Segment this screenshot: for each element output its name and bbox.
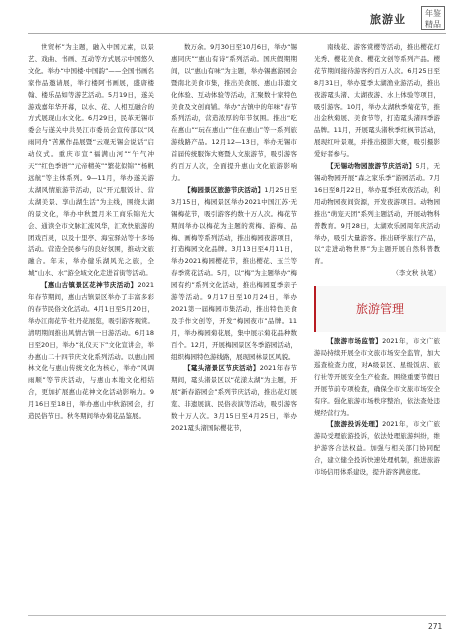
- column-middle: [171, 42, 297, 435]
- entry-body: 2021年，市文广旅游局受理旅游投诉，依法处理旅游纠纷，维护游客合法权益。加强与相关部门协同配合，建立健全投诉快速处理机制，推进旅游市场信用体系建设，提升游客满意度。: [314, 420, 441, 477]
- body-paragraph: 数万余。9月30日至10月6日，举办“锡惠同庆”“惠山有诗”系列活动。国庆假期期间，以“惠山有味”为主题，举办锡惠游园会暨南北美食市集，推出美食展、惠山非遗文化体验、互动体验等活动，汇聚数十家特色美食及文创商铺。举办“古镇中的年味”春节系列活动，营造浓厚的年节氛围。推出“吃在惠山”“玩在惠山”“住在惠山”等一系列旅游线路产品。12月12—13日，举办无锡市首届传统服饰大赛暨人文旅游节，吸引游客约百万人次，全面提升惠山文化旅游影响力。: [171, 43, 297, 182]
- entry-title: 【鼋头渚景区节庆活动】: [184, 364, 260, 373]
- article-entry: [314, 161, 440, 268]
- column-left: [28, 42, 154, 423]
- page-number: 271: [428, 622, 443, 631]
- entry-body: 1月25日至3月15日，梅园景区举办2021中国江苏·无锡梅花节，吸引游客约数十万人次。梅花节期间举办以梅花为主题的赏梅、游梅、品梅、画梅等系列活动，推出梅园夜游项目，打造梅园文化品牌。3月13日至4月11日，举办2021梅园樱花节，推出樱花、玉兰等春季赏花活动。5月，以“梅”为主题举办“梅园有约”系列文化活动，推出梅园夏季亲子游等活动。9月17日至10月24日，举办2021第一届梅园市集活动，推出特色美食及手作文创等，开发“梅园夜市”品牌。11月，举办梅园菊花展，集中展示菊花品种数百个。12月，开展梅园景区冬季游园活动，组织梅园特色游线路，展现园林景区风貌。: [171, 185, 297, 361]
- section-heading-banner: [314, 286, 446, 332]
- entry-title: 【无锡动物园旅游节庆活动】: [327, 162, 416, 171]
- entry-title: 【梅园景区旅游节庆活动】: [184, 185, 265, 194]
- article-entry: [171, 185, 297, 364]
- article-entry: [28, 280, 154, 423]
- body-paragraph: 世贸杯”为主题，融入中国元素，以景艺、戏曲、书画、互动等方式展示中国悠久文化。举办“中国楼·中国韵”——全国书画名家作品邀请展，举行楼阿书画展，盛唐楼翰、楼乐品如等游艺活动。5月19日，遂关游戏嘉年华开幕，以水、花、人相互融合的方式展现山水文化。6月29日，民革无锡市委会与遂关中共吴江市委员会宣传部以“风雨同舟”苦薰作品展暨“云观无锡会说话”启动仪式。重庆市宣“福满山河”“午气冲天”“红色季语”“元帝精英”“繁花似锦”“杨帆远航”等主体系列。9—11月，举办遂关游太湖风情旅游节活动，以“开元服饭计、营太湖美景、享山湖生活”为主线，围绕太湖的景文化，举办中秋置月米工商乐锦光大会、通读全市文脉汇流风华，汇欢快旅游的团戏百灵，以及十里亭、海宝驿站等十多场活动。营造全民参与的良好氛围，推动文旅融合。年末，举办健乐湖风光之旅，全城“山水、水”游全域文化走进首街等活动。: [28, 43, 154, 278]
- entry-title: 【旅游市场监管】: [327, 337, 383, 346]
- section-title: 旅游业: [370, 13, 406, 26]
- page-header: [0, 0, 468, 38]
- section-heading-label: 旅游管理: [355, 302, 404, 317]
- article-entry: [314, 419, 440, 479]
- column-right-lower: [314, 336, 440, 479]
- header-divider: [28, 33, 446, 34]
- author-credit: （李文秋 执笔）: [392, 269, 440, 278]
- entry-title: 【惠山古镇景区花神节庆活动】: [41, 281, 138, 290]
- entry-body: 2021年，市文广旅游局持续开展全市文旅市场安全监管，加大巡查检查力度，对A级景区、星级饭店、旅行社等开展安全生产检查。围绕重要节假日开展节前专项检查，确保全市文旅市场安全有序。强化旅游市场秩序整治，依法查处违规经营行为。: [314, 337, 441, 417]
- footer-rule: [28, 615, 446, 616]
- article-entry: [171, 363, 297, 434]
- body-paragraph: 南线花、游客赏樱等活动，推出樱花灯光秀、樱花美食、樱花文创等系列产品。樱花节期间接待游客约百万人次。6月25日至8月31日，举办夏季太湖渔业游活动，推出夜游鼋头渚、太湖夜游、水上体验等项目，吸引游客。10月，举办太湖秋季菊花节，推出金秋菊展、美食节等，打造鼋头渚四季游品牌。11月，开展鼋头渚秋季红枫节活动，展现红叶景观，并推出摄影大赛，吸引摄影爱好者参与。: [314, 43, 440, 159]
- entry-body: 2021年春节期间，惠山古镇景区举办了丰富多彩的春节民俗文化活动。4月1日至5月20日，举办江南花节·牡丹花展览，吸引游客观赏。清明期间推出风情古镇一日游活动。6月18日至20日，举办“礼仪天下”文化宣讲会，举办惠山二十四节庆文化系列活动。以惠山园林文化与惠山传统文化为核心，举办“风调雨顺”等节庆活动，与惠山本地文化相结合，更加扩展惠山花神文化活动影响力。9月16日至18日，举办惠山中秋游园会，打造民俗节日。秋冬期间举办菊花品鉴展。: [28, 281, 154, 421]
- entry-title: 【旅游投诉处理】: [327, 420, 383, 429]
- entry-body: 2021年春节期间，鼋头渚景区以“花漾太湖”为主题，开展“新春游园会”系列节庆活动，推出花灯展览、非遗展演、民俗表演等活动，吸引游客数十万人次。3月15日至4月25日，举办2021鼋头渚国际樱花节，: [171, 364, 298, 432]
- column-right: [314, 42, 440, 280]
- article-entry: [314, 336, 440, 419]
- entry-body: 5月，无锡动物园开展“森之家乐季”游园活动。7月16日至8月22日，举办夏季狂欢夜活动，利用动物园夜间资源，开发夜游项目。动物园推出“萌宠天团”系列主题活动，开展动物科普教育。9月28日，太湖欢乐园周年庆活动举办，吸引大量游客。推出研学旅行产品，以“走进动物世界”为主题开展自然科普教育。: [314, 162, 440, 266]
- yearbook-logo: 年鉴精品: [421, 6, 445, 30]
